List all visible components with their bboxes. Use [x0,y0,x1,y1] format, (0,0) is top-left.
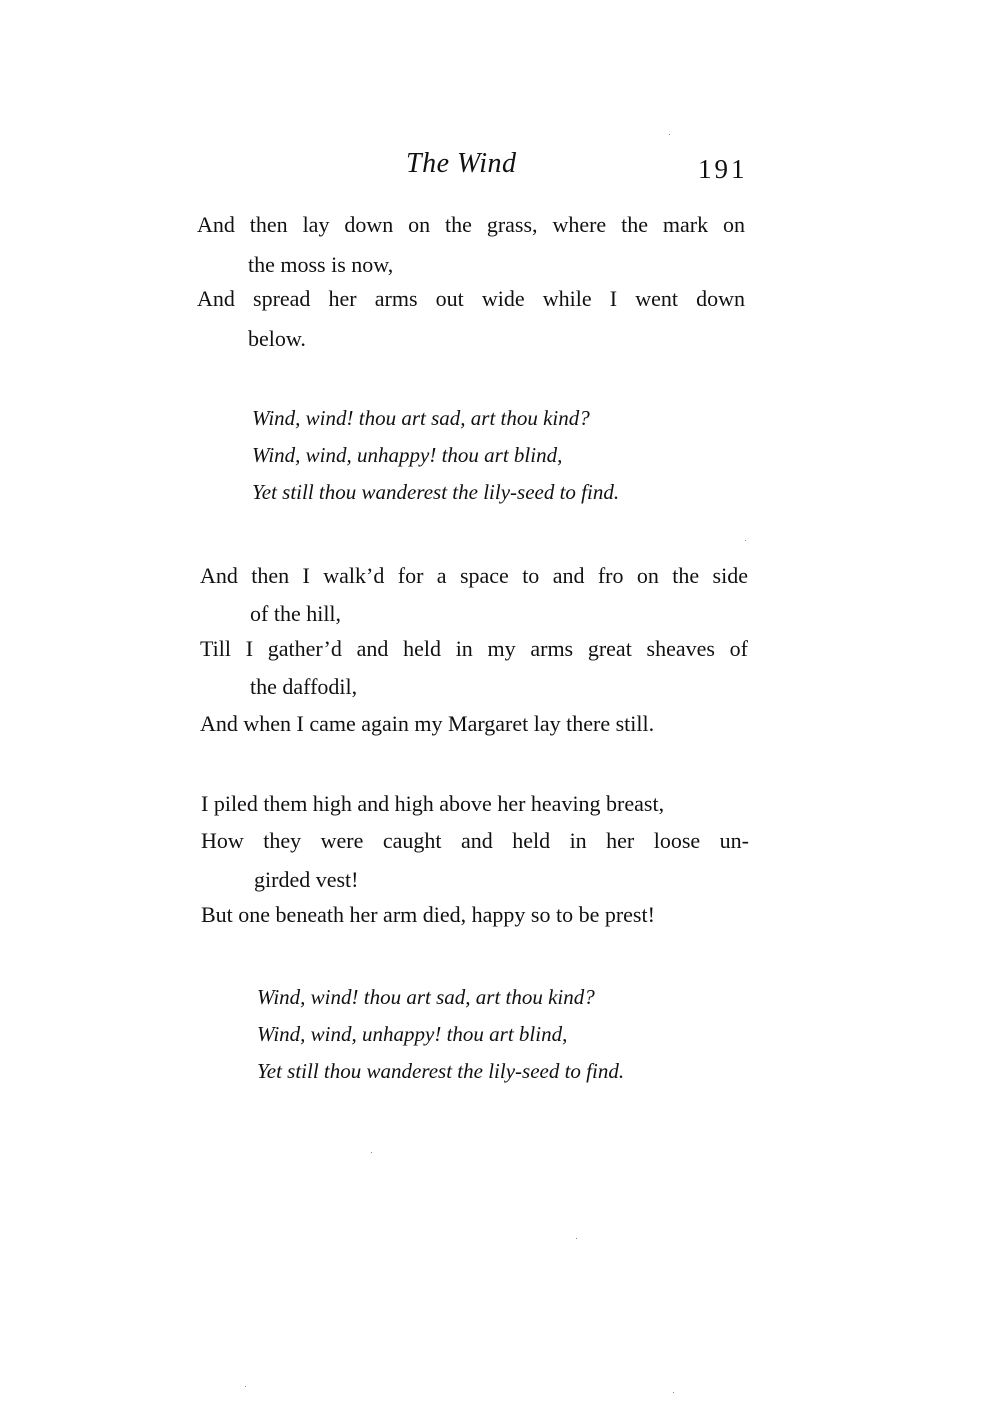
page-number: 191 [698,154,748,184]
scan-speck [669,134,670,135]
scan-speck [673,1392,674,1393]
scan-speck [576,1238,577,1239]
refrain-line: Wind, wind, unhappy! thou art blind, [252,443,563,467]
scan-speck [371,1152,372,1153]
poem-line: girded vest! [254,867,359,892]
refrain-line: Wind, wind! thou art sad, art thou kind? [257,985,595,1009]
poem-line: How they were caught and held in her loose un- [201,828,749,853]
poem-line: of the hill, [250,601,342,626]
poem-line: And spread her arms out wide while I went down [197,286,745,311]
poem-line: I piled them high and high above her heaving breast, [201,791,665,816]
poem-line: below. [248,326,306,351]
refrain-line: Wind, wind, unhappy! thou art blind, [257,1022,568,1046]
scan-speck [245,1386,246,1387]
scan-speck [745,540,746,541]
poem-line: the daffodil, [250,674,358,699]
poem-line: the moss is now, [248,252,394,277]
poem-line: And when I came again my Margaret lay there still. [200,711,655,736]
poem-line: And then I walk’d for a space to and fro on the side [200,563,748,588]
running-title: The Wind [406,148,517,179]
refrain-line: Wind, wind! thou art sad, art thou kind? [252,406,590,430]
poem-line: And then lay down on the grass, where the mark on [197,212,745,237]
refrain-line: Yet still thou wanderest the lily-seed to find. [257,1059,625,1083]
poem-line: But one beneath her arm died, happy so to be prest! [201,902,655,927]
refrain-line: Yet still thou wanderest the lily-seed to find. [252,480,620,504]
poem-line: Till I gather’d and held in my arms great sheaves of [200,636,748,661]
